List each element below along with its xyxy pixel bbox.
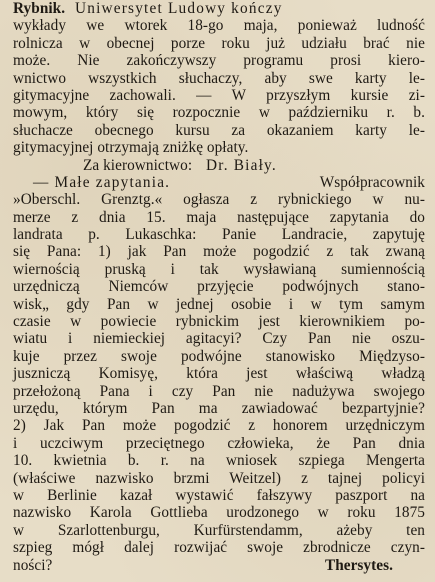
article2-line: szpieg mógł dalej rozwijać swoje zbrodnicze czyn- xyxy=(13,539,425,557)
article1-heading: Rybnik. xyxy=(13,0,66,17)
article1-line: może. Nie zakończywszy programu prosi kiero- xyxy=(13,52,425,70)
article2-line: Współpracownik xyxy=(319,173,425,191)
article2-first-line xyxy=(13,174,425,191)
article2-line: wisk„ gdy Pan w jednej osobie i w tym samym xyxy=(13,295,425,313)
article1-line: wnictwo wszystkich słuchaczy, aby swe karty le- xyxy=(13,69,425,87)
article2-line: wiernością pruską i tak wysławianą sumiennością xyxy=(13,260,425,278)
article2-line: 2) Jak Pan może pogodzić z honorem urzędniczym xyxy=(13,417,425,435)
article1-signature xyxy=(13,157,425,174)
article2-line: w Berlinie kazał wystawić fałszywy paszport na xyxy=(13,486,425,504)
article1-line: mowym, który się rozpocznie w październiku r. b. xyxy=(13,104,425,122)
article1-line: słuchacze obecnego kursu za okazaniem karty le- xyxy=(13,121,425,139)
article2-line: juszniczą Komisyę, która jest właściwą władzą xyxy=(13,365,425,383)
article1-line: gitymacyjnej otrzymają zniżkę opłaty. xyxy=(13,139,249,157)
article2-line: w Szarlottenburgu, Kurfürstendamm, ażeby ten xyxy=(13,521,425,539)
article2-line: ności? xyxy=(13,556,53,574)
article2-line: czasie w powiecie rybnickim jest kierownikiem po- xyxy=(13,313,425,331)
article2-line: merze z dnia 15. maja następujące zapytania do xyxy=(13,208,425,226)
signature-prefix: Za kierownictwo: xyxy=(83,156,193,174)
signature-name: Dr. Biały. xyxy=(206,156,277,174)
article2-line: się Pana: 1) jak Pan może pogodzić z tak zwaną xyxy=(13,243,425,261)
article2-title: — Małe zapytania. xyxy=(33,173,171,191)
article2-line: i uczciwym przeciętnego człowieka, że Pan dnia xyxy=(13,434,425,452)
article1-line: rolnicza w obecnej porze roku już udziału brać nie xyxy=(13,34,425,52)
article2-line: (właściwe nazwisko brzmi Weitzel) z tajnej policyi xyxy=(13,469,425,487)
article1-line: wykłady we wtorek 18-go maja, ponieważ ludność xyxy=(13,17,425,35)
article2-last-line xyxy=(13,557,425,574)
article2-line: wiatu i niemieckiej agitacyi? Czy Pan nie oszu- xyxy=(13,330,425,348)
article2-line: urzędu, którym Pan ma zawiadować bezpartyjnie? xyxy=(13,399,425,417)
article2-line: przełożoną Pana i czy Pan nie nadużywa swojego xyxy=(13,382,425,400)
article2-line: nazwisko Karola Gottlieba urodzonego w roku 1875 xyxy=(13,504,425,522)
article1-line: gitymacyjne zachowali. — W przyszłym kursie zi- xyxy=(13,86,425,104)
article2-line: »Oberschl. Grenztg.« ogłasza z rybnickiego w nu- xyxy=(13,191,425,209)
article2-line: kuje przez swoje podwójne stanowisko Międzyso- xyxy=(13,347,425,365)
article1-line: Uniwersytet Ludowy kończy xyxy=(74,0,283,17)
text-column xyxy=(13,0,425,574)
article1-first-line xyxy=(13,0,425,17)
article2-line: urzędniczą Niemców przyjęcie podwójnych stano- xyxy=(13,278,425,296)
article2-signature: Thersytes. xyxy=(324,556,393,574)
article2-line: landrata p. Lukaschka: Panie Landracie, zapytuję xyxy=(13,226,425,244)
article2-line: 10. kwietnia b. r. na wniosek szpiega Mengerta xyxy=(13,452,425,470)
